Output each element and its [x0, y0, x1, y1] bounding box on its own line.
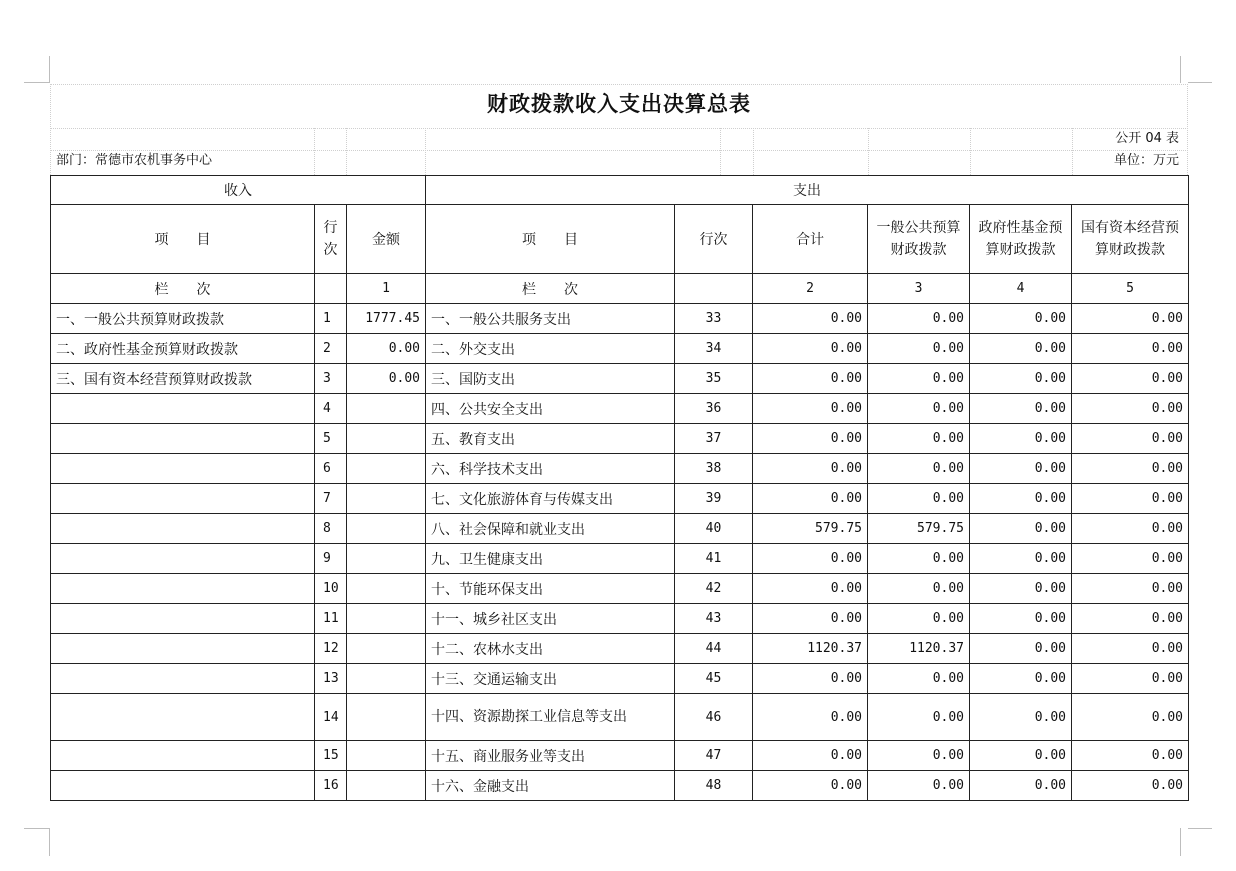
general-budget-cell: 0.00: [868, 484, 970, 514]
expense-item-header: 项 目: [426, 205, 675, 274]
general-budget-cell: 0.00: [868, 334, 970, 364]
unit-label: 单位：万元: [1113, 153, 1179, 168]
table-row: [51, 574, 1189, 604]
income-amount-cell: [347, 664, 426, 694]
expense-row-no-cell: 41: [675, 544, 753, 574]
income-amount-cell: [347, 741, 426, 771]
income-item-cell: [51, 604, 315, 634]
column-header-row: [51, 205, 1189, 274]
expense-item-cell: 七、文化旅游体育与传媒支出: [426, 484, 675, 514]
total-cell: 0.00: [753, 771, 868, 801]
general-budget-cell: 0.00: [868, 574, 970, 604]
expense-row-no-cell: 37: [675, 424, 753, 454]
total-cell: 0.00: [753, 424, 868, 454]
gov-fund-cell: 0.00: [970, 304, 1072, 334]
total-cell: 1120.37: [753, 634, 868, 664]
income-row-no-cell: 12: [315, 634, 347, 664]
gridline: [50, 128, 1188, 129]
income-row-no-cell: 1: [315, 304, 347, 334]
expense-section-header: 支出: [426, 176, 1189, 205]
expense-row-no-cell: 35: [675, 364, 753, 394]
general-budget-cell: 0.00: [868, 454, 970, 484]
table-row: [51, 454, 1189, 484]
expense-item-cell: 二、外交支出: [426, 334, 675, 364]
income-row-no-cell: 14: [315, 694, 347, 741]
expense-row-no-cell: 42: [675, 574, 753, 604]
income-amount-cell: [347, 454, 426, 484]
income-amount-header: 金额: [347, 205, 426, 274]
income-item-cell: 三、国有资本经营预算财政拨款: [51, 364, 315, 394]
form-code: 公开 04 表: [1115, 131, 1179, 146]
general-budget-cell: 0.00: [868, 304, 970, 334]
gov-fund-cell: 0.00: [970, 454, 1072, 484]
table-row: [51, 544, 1189, 574]
expense-row-no-header: 行次: [675, 205, 753, 274]
general-budget-cell: 0.00: [868, 544, 970, 574]
income-item-cell: [51, 634, 315, 664]
total-cell: 0.00: [753, 544, 868, 574]
income-amount-cell: 0.00: [347, 364, 426, 394]
income-row-no-header: 行次: [315, 205, 347, 274]
expense-row-no-cell: 34: [675, 334, 753, 364]
gov-fund-cell: 0.00: [970, 634, 1072, 664]
expense-row-no-cell: 36: [675, 394, 753, 424]
gov-fund-cell: 0.00: [970, 741, 1072, 771]
expense-row-no-cell: 48: [675, 771, 753, 801]
expense-row-no-cell: 39: [675, 484, 753, 514]
total-cell: 0.00: [753, 304, 868, 334]
state-capital-cell: 0.00: [1072, 574, 1189, 604]
state-capital-cell: 0.00: [1072, 741, 1189, 771]
table-row: [51, 771, 1189, 801]
general-budget-cell: 0.00: [868, 741, 970, 771]
crop-mark-bottom-right-h: [1188, 828, 1212, 829]
income-row-no-cell: 3: [315, 364, 347, 394]
gov-fund-cell: 0.00: [970, 514, 1072, 544]
income-item-cell: 二、政府性基金预算财政拨款: [51, 334, 315, 364]
state-capital-cell: 0.00: [1072, 604, 1189, 634]
income-item-cell: [51, 694, 315, 741]
expense-row-no-cell: 43: [675, 604, 753, 634]
general-budget-cell: 1120.37: [868, 634, 970, 664]
total-cell: 0.00: [753, 741, 868, 771]
gridline: [970, 128, 971, 175]
income-item-cell: [51, 771, 315, 801]
income-section-header: 收入: [51, 176, 426, 205]
expense-row-no-cell: 40: [675, 514, 753, 544]
gov-fund-cell: 0.00: [970, 484, 1072, 514]
income-row-no-cell: 5: [315, 424, 347, 454]
expense-item-cell: 十六、金融支出: [426, 771, 675, 801]
expense-item-cell: 八、社会保障和就业支出: [426, 514, 675, 544]
crop-mark-bottom-left-h: [24, 828, 50, 829]
expense-item-cell: 十、节能环保支出: [426, 574, 675, 604]
income-item-cell: [51, 574, 315, 604]
income-item-cell: [51, 424, 315, 454]
table-row: [51, 424, 1189, 454]
crop-mark-top-left-h: [24, 82, 50, 83]
column-index-blank: [675, 274, 753, 304]
state-capital-cell: 0.00: [1072, 424, 1189, 454]
gov-fund-cell: 0.00: [970, 771, 1072, 801]
expense-item-cell: 十一、城乡社区支出: [426, 604, 675, 634]
gridline: [346, 128, 347, 175]
expense-item-cell: 五、教育支出: [426, 424, 675, 454]
expense-item-cell: 四、公共安全支出: [426, 394, 675, 424]
gov-fund-cell: 0.00: [970, 544, 1072, 574]
column-index-amount: 1: [347, 274, 426, 304]
table-row: [51, 634, 1189, 664]
income-row-no-cell: 4: [315, 394, 347, 424]
column-index-general: 3: [868, 274, 970, 304]
income-amount-cell: 1777.45: [347, 304, 426, 334]
state-capital-cell: 0.00: [1072, 694, 1189, 741]
crop-mark-bottom-left-v: [49, 828, 50, 856]
table-row: [51, 334, 1189, 364]
crop-mark-top-right-v: [1180, 56, 1181, 83]
gridline: [425, 128, 426, 175]
expense-item-cell: 九、卫生健康支出: [426, 544, 675, 574]
total-cell: 0.00: [753, 484, 868, 514]
expense-item-cell: 一、一般公共服务支出: [426, 304, 675, 334]
gridline: [1072, 128, 1073, 175]
total-cell: 0.00: [753, 664, 868, 694]
income-row-no-cell: 15: [315, 741, 347, 771]
table-row: [51, 484, 1189, 514]
state-capital-cell: 0.00: [1072, 664, 1189, 694]
income-row-no-cell: 13: [315, 664, 347, 694]
income-row-no-cell: 10: [315, 574, 347, 604]
state-capital-cell: 0.00: [1072, 454, 1189, 484]
table-row: [51, 694, 1189, 741]
state-capital-cell: 0.00: [1072, 364, 1189, 394]
state-capital-cell: 0.00: [1072, 634, 1189, 664]
gov-fund-cell: 0.00: [970, 694, 1072, 741]
column-index-label: 栏 次: [51, 274, 315, 304]
expense-item-cell: 十二、农林水支出: [426, 634, 675, 664]
general-budget-header: 一般公共预算财政拨款: [868, 205, 970, 274]
general-budget-cell: 0.00: [868, 604, 970, 634]
total-cell: 579.75: [753, 514, 868, 544]
income-row-no-cell: 6: [315, 454, 347, 484]
income-row-no-cell: 11: [315, 604, 347, 634]
income-amount-cell: [347, 694, 426, 741]
income-amount-cell: [347, 484, 426, 514]
income-amount-cell: [347, 394, 426, 424]
column-index-fund: 4: [970, 274, 1072, 304]
income-item-cell: [51, 394, 315, 424]
gov-fund-cell: 0.00: [970, 664, 1072, 694]
column-index-row: [51, 274, 1189, 304]
crop-mark-bottom-right-v: [1180, 828, 1181, 856]
income-amount-cell: [347, 771, 426, 801]
income-amount-cell: 0.00: [347, 334, 426, 364]
gridline: [753, 128, 754, 175]
expense-item-cell: 十三、交通运输支出: [426, 664, 675, 694]
general-budget-cell: 0.00: [868, 771, 970, 801]
section-header-row: [51, 176, 1189, 205]
income-item-cell: [51, 544, 315, 574]
income-amount-cell: [347, 544, 426, 574]
total-cell: 0.00: [753, 604, 868, 634]
general-budget-cell: 0.00: [868, 664, 970, 694]
income-amount-cell: [347, 424, 426, 454]
state-capital-cell: 0.00: [1072, 544, 1189, 574]
income-amount-cell: [347, 574, 426, 604]
finance-summary-table: [50, 175, 1189, 801]
table-row: [51, 304, 1189, 334]
gov-fund-cell: 0.00: [970, 364, 1072, 394]
expense-item-cell: 十五、商业服务业等支出: [426, 741, 675, 771]
expense-row-no-cell: 38: [675, 454, 753, 484]
gov-fund-cell: 0.00: [970, 604, 1072, 634]
income-item-cell: 一、一般公共预算财政拨款: [51, 304, 315, 334]
crop-mark-top-right-h: [1188, 82, 1212, 83]
table-row: [51, 514, 1189, 544]
income-row-no-cell: 7: [315, 484, 347, 514]
table-row: [51, 741, 1189, 771]
crop-mark-top-left-v: [49, 56, 50, 83]
total-cell: 0.00: [753, 694, 868, 741]
expense-row-no-cell: 44: [675, 634, 753, 664]
state-capital-cell: 0.00: [1072, 334, 1189, 364]
table-row: [51, 394, 1189, 424]
income-item-header: 项 目: [51, 205, 315, 274]
table-row: [51, 664, 1189, 694]
general-budget-cell: 579.75: [868, 514, 970, 544]
total-cell: 0.00: [753, 334, 868, 364]
expense-row-no-cell: 46: [675, 694, 753, 741]
income-item-cell: [51, 664, 315, 694]
general-budget-cell: 0.00: [868, 364, 970, 394]
state-capital-cell: 0.00: [1072, 394, 1189, 424]
income-item-cell: [51, 514, 315, 544]
total-cell: 0.00: [753, 454, 868, 484]
column-index-capital: 5: [1072, 274, 1189, 304]
income-row-no-cell: 16: [315, 771, 347, 801]
general-budget-cell: 0.00: [868, 424, 970, 454]
income-amount-cell: [347, 604, 426, 634]
gov-fund-cell: 0.00: [970, 394, 1072, 424]
table-row: [51, 364, 1189, 394]
total-cell: 0.00: [753, 364, 868, 394]
income-row-no-cell: 9: [315, 544, 347, 574]
gridline: [720, 128, 721, 175]
income-row-no-cell: 2: [315, 334, 347, 364]
expense-row-no-cell: 33: [675, 304, 753, 334]
income-amount-cell: [347, 514, 426, 544]
total-cell: 0.00: [753, 394, 868, 424]
department-label: 部门：常德市农机事务中心: [56, 153, 213, 168]
expense-row-no-cell: 45: [675, 664, 753, 694]
state-capital-header: 国有资本经营预算财政拨款: [1072, 205, 1189, 274]
gov-fund-cell: 0.00: [970, 334, 1072, 364]
total-cell: 0.00: [753, 574, 868, 604]
gridline: [868, 128, 869, 175]
column-index-expense-label: 栏 次: [426, 274, 675, 304]
general-budget-cell: 0.00: [868, 694, 970, 741]
gov-fund-cell: 0.00: [970, 424, 1072, 454]
gridline: [50, 150, 1188, 151]
gov-fund-header: 政府性基金预算财政拨款: [970, 205, 1072, 274]
expense-item-cell: 十四、资源勘探工业信息等支出: [426, 694, 675, 741]
total-header: 合计: [753, 205, 868, 274]
state-capital-cell: 0.00: [1072, 514, 1189, 544]
expense-row-no-cell: 47: [675, 741, 753, 771]
table-row: [51, 604, 1189, 634]
state-capital-cell: 0.00: [1072, 484, 1189, 514]
state-capital-cell: 0.00: [1072, 771, 1189, 801]
page-title: 财政拨款收入支出决算总表: [487, 91, 751, 116]
expense-item-cell: 三、国防支出: [426, 364, 675, 394]
income-row-no-cell: 8: [315, 514, 347, 544]
column-index-total: 2: [753, 274, 868, 304]
gridline: [314, 128, 315, 175]
state-capital-cell: 0.00: [1072, 304, 1189, 334]
income-item-cell: [51, 484, 315, 514]
column-index-blank: [315, 274, 347, 304]
expense-item-cell: 六、科学技术支出: [426, 454, 675, 484]
income-item-cell: [51, 741, 315, 771]
general-budget-cell: 0.00: [868, 394, 970, 424]
gov-fund-cell: 0.00: [970, 574, 1072, 604]
income-item-cell: [51, 454, 315, 484]
income-amount-cell: [347, 634, 426, 664]
